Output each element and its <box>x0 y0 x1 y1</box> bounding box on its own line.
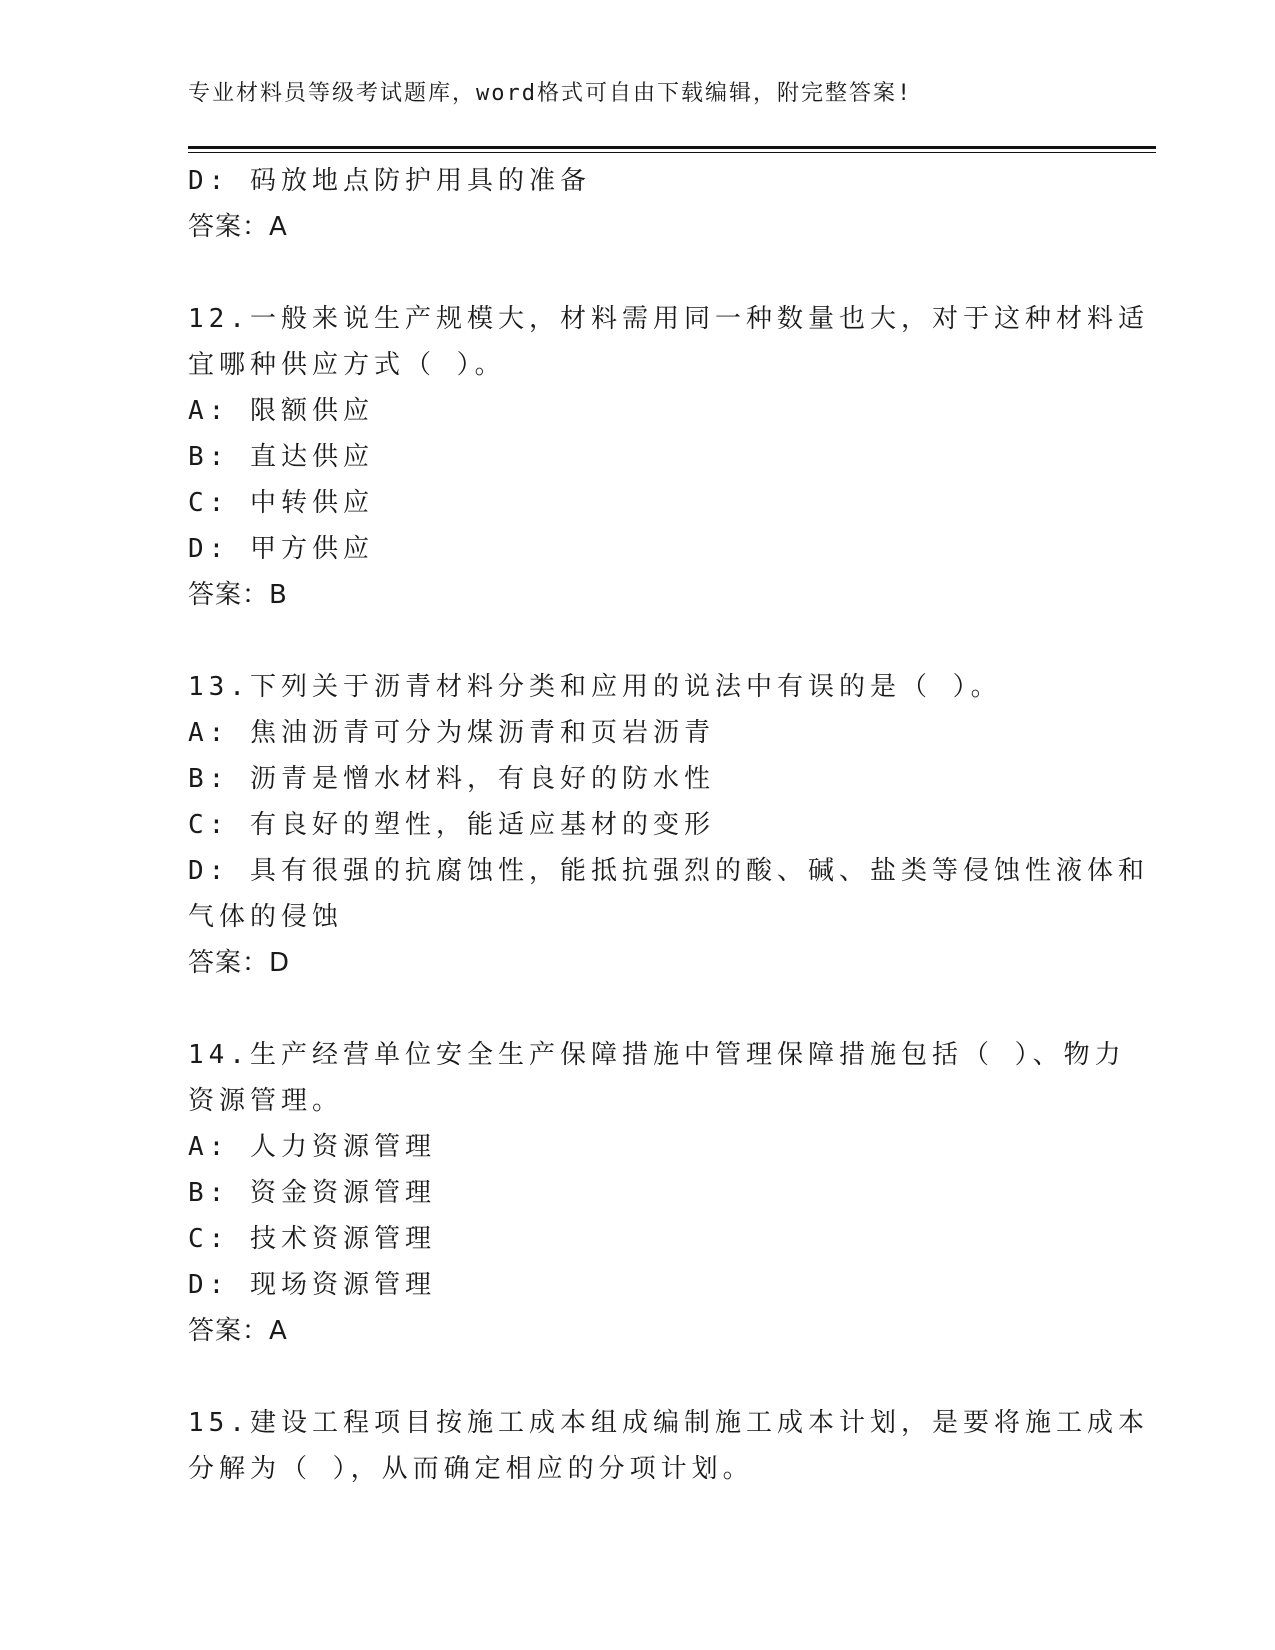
text-line: B: 资金资源管理 <box>188 1178 436 1208</box>
text-line: D: 码放地点防护用具的准备 <box>188 166 591 196</box>
text-line: A: 焦油沥青可分为煤沥青和页岩沥青 <box>188 718 715 748</box>
text-line: B: 沥青是憎水材料，有良好的防水性 <box>188 764 715 794</box>
text-line: 分解为（ ），从而确定相应的分项计划。 <box>188 1454 754 1484</box>
header-rule-thin <box>188 152 1156 153</box>
text-line: 13.下列关于沥青材料分类和应用的说法中有误的是（ ）。 <box>188 672 1002 702</box>
answer-line: 答案：D <box>188 948 291 978</box>
text-line: 气体的侵蚀 <box>188 902 344 932</box>
text-line: D: 现场资源管理 <box>188 1270 436 1300</box>
text-line: A: 限额供应 <box>188 396 374 426</box>
text-line: C: 中转供应 <box>188 488 374 518</box>
blank-line <box>188 250 1088 296</box>
answer-line: 答案：A <box>188 212 288 242</box>
text-line: C: 有良好的塑性，能适应基材的变形 <box>188 810 715 840</box>
text-line: D: 甲方供应 <box>188 534 374 564</box>
page-header: 专业材料员等级考试题库，word格式可自由下载编辑，附完整答案! <box>188 81 913 106</box>
text-line: B: 直达供应 <box>188 442 374 472</box>
document-body <box>188 158 1149 1492</box>
text-line: A: 人力资源管理 <box>188 1132 436 1162</box>
text-line: 15.建设工程项目按施工成本组成编制施工成本计划，是要将施工成本 <box>188 1408 1149 1438</box>
blank-line <box>188 986 1088 1032</box>
blank-line <box>188 1354 1088 1400</box>
header-rule-thick <box>188 146 1156 149</box>
text-line: 14.生产经营单位安全生产保障措施中管理保障措施包括（ ）、物力 <box>188 1040 1126 1070</box>
answer-line: 答案：B <box>188 580 288 610</box>
text-line: D: 具有很强的抗腐蚀性，能抵抗强烈的酸、碱、盐类等侵蚀性液体和 <box>188 856 1149 886</box>
text-line: 12.一般来说生产规模大，材料需用同一种数量也大，对于这种材料适 <box>188 304 1149 334</box>
answer-line: 答案：A <box>188 1316 288 1346</box>
text-line: C: 技术资源管理 <box>188 1224 436 1254</box>
text-line: 宜哪种供应方式（ ）。 <box>188 350 506 380</box>
text-line: 资源管理。 <box>188 1086 344 1116</box>
blank-line <box>188 618 1088 664</box>
